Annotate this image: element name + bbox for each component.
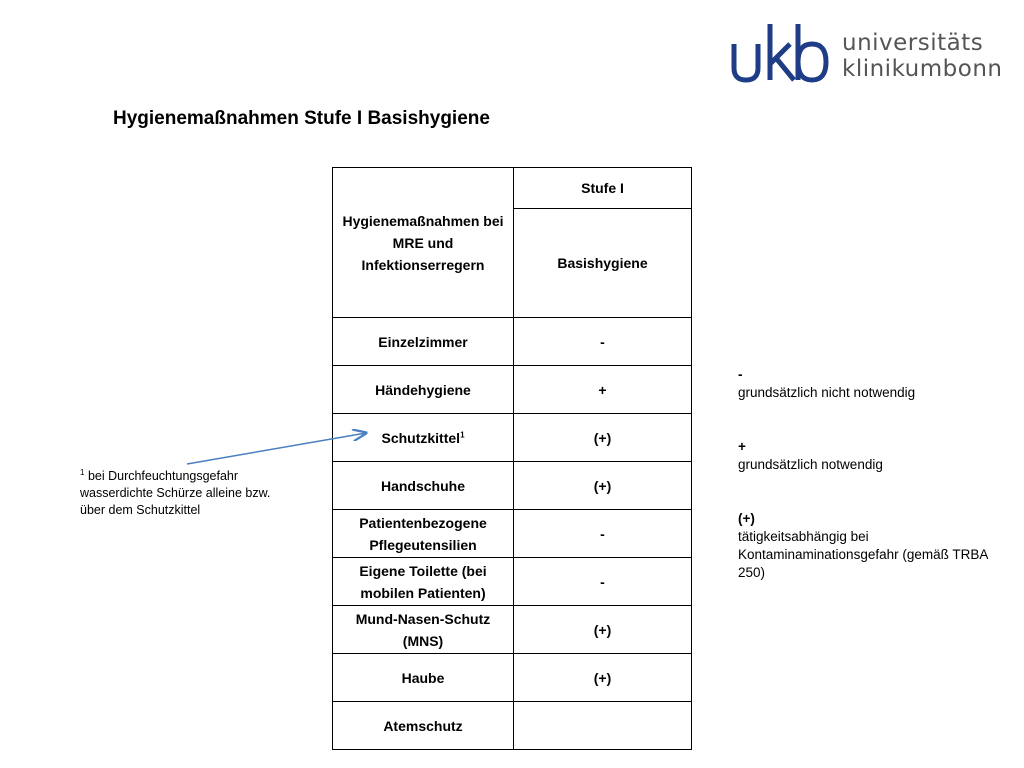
table-row <box>333 558 692 606</box>
value-cell <box>514 606 692 654</box>
value-label: - <box>600 573 605 590</box>
measure-cell <box>333 654 514 702</box>
page-title: Hygienemaßnahmen Stufe I Basishygiene <box>113 108 490 129</box>
measure-cell <box>333 510 514 558</box>
measure-label: Atemschutz <box>383 717 463 734</box>
header-level-cell <box>514 168 692 209</box>
measure-cell <box>333 606 514 654</box>
measure-cell <box>333 318 514 366</box>
legend-description: grundsätzlich notwendig <box>738 457 883 472</box>
footnote-marker: 1 <box>460 429 465 439</box>
header-measures-cell <box>333 168 514 318</box>
value-label: - <box>600 525 605 542</box>
table-row <box>333 654 692 702</box>
logo-line-2 <box>842 56 1003 82</box>
ukb-logo-mark <box>730 20 830 86</box>
legend-item <box>738 438 998 474</box>
value-cell <box>514 558 692 606</box>
measure-label: Schutzkittel <box>381 429 461 446</box>
logo-line-2b: bonn <box>942 56 1003 82</box>
legend-description: grundsätzlich nicht notwendig <box>738 385 916 400</box>
value-cell <box>514 414 692 462</box>
value-label: - <box>600 333 605 350</box>
table-row <box>333 702 692 750</box>
ukb-logo <box>730 18 1010 90</box>
measure-label: Handschuhe <box>380 477 465 494</box>
table-row <box>333 318 692 366</box>
hygiene-table <box>332 167 692 750</box>
header-level-name-cell <box>514 209 692 318</box>
measure-cell <box>333 702 514 750</box>
value-cell <box>514 510 692 558</box>
table-row <box>333 414 692 462</box>
legend-description: tätigkeitsabhängig bei Kontaminaminationsgefahr (gemäß TRBA 250) <box>738 529 988 580</box>
measure-label: Mund-Nasen-Schutz (MNS) <box>355 610 491 649</box>
value-label: (+) <box>593 477 612 494</box>
legend-symbol: + <box>738 439 746 454</box>
footnote-number: 1 <box>80 467 85 477</box>
measure-label: Patientenbezogene Pflegeutensilien <box>359 514 487 553</box>
value-cell <box>514 366 692 414</box>
footnote-text: bei Durchfeuchtungsgefahr wasserdichte Schürze alleine bzw. über dem Schutzkittel <box>80 469 271 517</box>
header-measures-label: Hygienemaßnahmen bei MRE und Infektionserregern <box>342 212 504 273</box>
value-label: + <box>598 381 607 398</box>
table-row <box>333 510 692 558</box>
measure-cell <box>333 414 514 462</box>
legend-symbol: - <box>738 367 743 382</box>
footnote <box>80 468 290 519</box>
header-level-name-label: Basishygiene <box>557 255 648 271</box>
value-label: (+) <box>593 429 612 446</box>
table-row <box>333 462 692 510</box>
legend-symbol: (+) <box>738 511 755 526</box>
measure-label: Eigene Toilette (bei mobilen Patienten) <box>359 562 487 601</box>
logo-line-2a: klinikum <box>842 56 943 82</box>
value-cell <box>514 462 692 510</box>
table-row <box>333 606 692 654</box>
value-label: (+) <box>593 621 612 638</box>
ukb-logo-wordmark <box>842 30 1003 82</box>
measure-label: Haube <box>401 669 445 686</box>
measure-label: Händehygiene <box>375 381 471 398</box>
header-level-label: Stufe I <box>581 180 624 196</box>
value-cell <box>514 318 692 366</box>
logo-line-1: universitäts <box>842 30 984 56</box>
measure-cell <box>333 462 514 510</box>
value-cell <box>514 654 692 702</box>
legend-item <box>738 510 998 582</box>
table-header-row <box>333 168 692 209</box>
measure-label: Einzelzimmer <box>378 333 468 350</box>
value-cell <box>514 702 692 750</box>
legend-item <box>738 366 998 402</box>
table-row <box>333 366 692 414</box>
measure-cell <box>333 558 514 606</box>
measure-cell <box>333 366 514 414</box>
value-label: (+) <box>593 669 612 686</box>
